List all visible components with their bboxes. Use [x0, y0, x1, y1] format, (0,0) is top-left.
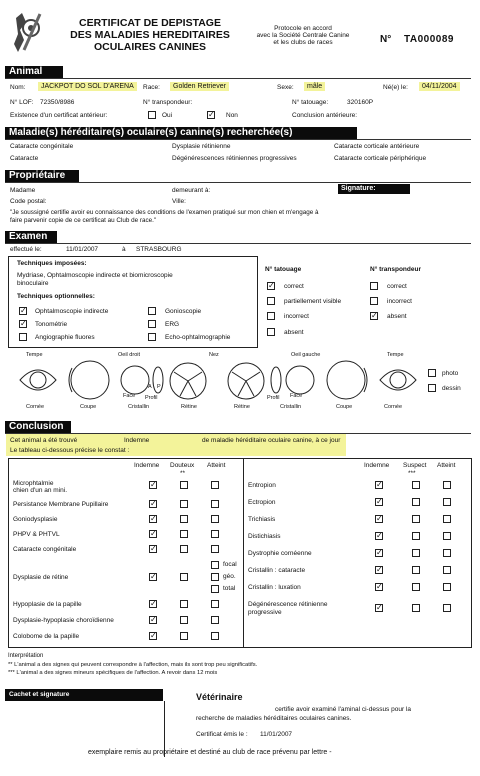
maladie-c2-r1: Dysplasie rétinienne	[172, 143, 231, 150]
l4-douteux[interactable]	[180, 545, 188, 553]
tatouage-opt-3: absent	[284, 329, 304, 336]
vet-emis-label: Certificat émis le :	[196, 731, 248, 738]
vet-text2: recherche de maladies héréditaires oculaires canines.	[196, 715, 352, 722]
maladie-c3-r2: Cataracte corticale périphérique	[334, 155, 427, 162]
maladie-c1-r2: Cataracte	[10, 155, 39, 162]
tatouage-label: N° tatouage:	[292, 99, 329, 106]
transpondeur-label: N° transpondeur:	[143, 99, 193, 106]
transp-correct-checkbox[interactable]	[370, 282, 378, 290]
declaration-line2: faire parvenir copie de ce certificat au Club de race."	[10, 217, 157, 224]
tatouage-correct-checkbox[interactable]: ✓	[268, 281, 275, 290]
non-checkbox[interactable]: ✓	[208, 110, 215, 119]
l5-douteux[interactable]	[180, 573, 188, 581]
interpretation-line2: *** L'animal a des signes mineurs spécifiques de l'affection. A revoir dans 12 mois	[8, 670, 218, 676]
tech-imposees-text1: Mydriase, Ophtalmoscopie indirecte et biomicroscopie	[17, 272, 173, 279]
opt-left-2: Angiographie fluores	[35, 334, 95, 341]
r1-indemne[interactable]: ✓	[376, 497, 383, 506]
declaration-line1: "Je soussigné certifie avoir eu connaissance des conditions de l'examen pratiqué sur mon chien et m'engage à	[10, 209, 319, 216]
l5-atteint-total[interactable]	[211, 585, 219, 593]
tatouage-incorrect-checkbox[interactable]	[267, 312, 275, 320]
race-label: Race:	[143, 84, 160, 91]
right-h-note: ***	[408, 470, 416, 477]
demeurant-label: demeurant à:	[172, 187, 211, 194]
lbl-cornee: Cornée	[26, 404, 45, 410]
lbl-nez: Nez	[209, 352, 219, 358]
r6-atteint[interactable]	[443, 583, 451, 591]
photo-label: photo	[442, 370, 459, 377]
l6-atteint[interactable]	[211, 600, 219, 608]
conclusion-line1c: de maladie héréditaire oculaire canine, à ce jour	[202, 437, 341, 444]
lbl-cristallin: Cristallin	[128, 404, 150, 410]
left-row-0-l2: chien d'un an mini.	[13, 487, 67, 494]
left-h-douteux: Douteux	[170, 462, 195, 469]
r0-suspect[interactable]	[412, 481, 420, 489]
right-row-0: Entropion	[248, 482, 276, 489]
dysplasie-focal: focal	[223, 561, 237, 568]
protocol-line3: et les clubs de races	[273, 39, 333, 46]
l7-atteint[interactable]	[211, 616, 219, 624]
lbl-coupe2: Coupe	[336, 404, 353, 410]
r1-suspect[interactable]	[412, 498, 420, 506]
r7-suspect[interactable]	[412, 604, 420, 612]
transp-opt-2: absent	[387, 313, 407, 320]
lbl-cornee2: Cornée	[384, 404, 403, 410]
opt-right-1: ERG	[165, 321, 180, 328]
logo	[10, 8, 44, 58]
lbl-face: Face	[123, 393, 136, 399]
tatouage-opt-2: incorrect	[284, 313, 309, 320]
l0-douteux[interactable]	[180, 481, 188, 489]
r7-atteint[interactable]	[443, 604, 451, 612]
nom-label: Nom:	[10, 84, 26, 91]
number-label: N°	[380, 34, 392, 45]
section-maladies: Maladie(s) héréditaire(s) oculaire(s) canine(s) recherchée(s)	[5, 127, 357, 139]
opt-right-2: Echo-ophtalmographie	[165, 334, 231, 341]
l5-atteint-geo[interactable]	[211, 573, 219, 581]
left-row-0-l1: Microphtalmie	[13, 480, 54, 487]
opt-left-1: Tonométrie	[35, 321, 68, 328]
r5-suspect[interactable]	[412, 566, 420, 574]
opt-erg-checkbox[interactable]	[148, 320, 156, 328]
tatouage-opt-1: partiellement visible	[284, 298, 342, 305]
right-row-1: Ectropion	[248, 499, 276, 506]
opt-echo-checkbox[interactable]	[148, 333, 156, 341]
left-h-indemne: Indemne	[134, 462, 160, 469]
existence-label: Existence d'un certificat antérieur:	[10, 112, 108, 119]
photo-checkbox[interactable]	[428, 369, 436, 377]
r6-indemne[interactable]: ✓	[376, 582, 383, 591]
oui-checkbox[interactable]	[148, 111, 156, 119]
r1-atteint[interactable]	[443, 498, 451, 506]
l0-indemne[interactable]: ✓	[150, 480, 157, 489]
transp-absent-checkbox[interactable]: ✓	[371, 311, 378, 320]
lbl-p: P	[157, 384, 161, 390]
a-city: STRASBOURG	[136, 246, 182, 253]
right-row-7-l2: progressive	[248, 609, 282, 616]
r2-indemne[interactable]: ✓	[376, 514, 383, 523]
madame-label: Madame	[10, 187, 36, 194]
l7-indemne[interactable]: ✓	[150, 615, 157, 624]
section-proprietaire: Propriétaire	[5, 170, 79, 182]
conclusion-line1a: Cet animal a été trouvé	[10, 437, 78, 444]
conclusion-anterieure-label: Conclusion antérieure:	[292, 112, 358, 119]
dysplasie-geo: géo.	[223, 573, 236, 580]
l8-indemne[interactable]: ✓	[150, 631, 157, 640]
lof-value: 72350/8986	[40, 99, 75, 106]
r5-atteint[interactable]	[443, 566, 451, 574]
l1-atteint[interactable]	[211, 500, 219, 508]
protocol-line2: avec la Société Centrale Canine	[256, 32, 350, 39]
right-row-4: Dystrophie cornéenne	[248, 550, 312, 557]
ne-value: 04/11/2004	[419, 82, 460, 91]
interpretation-line1: ** L'animal a des signes qui peuvent correspondre à l'affection, mais ils sont trop peu significatifs.	[8, 662, 258, 668]
l8-atteint[interactable]	[211, 632, 219, 640]
tatouage-partiel-checkbox[interactable]	[267, 297, 275, 305]
l6-indemne[interactable]: ✓	[150, 599, 157, 608]
r3-indemne[interactable]: ✓	[376, 531, 383, 540]
tatouage-head: N° tatouage	[265, 266, 302, 273]
conclusion-line1b: Indemne	[124, 437, 150, 444]
effectue-label: effectué le:	[10, 246, 42, 253]
l4-atteint[interactable]	[211, 545, 219, 553]
l5-atteint-focal[interactable]	[211, 561, 219, 569]
r0-indemne[interactable]: ✓	[376, 480, 383, 489]
vet-footer: exemplaire remis au propriétaire et destiné au club de race prévenu par lettre -	[88, 749, 332, 756]
tech-imposees-text2: binoculaire	[17, 280, 49, 287]
left-row-6: Hypoplasie de la papille	[13, 601, 82, 608]
a-label: à	[122, 246, 126, 253]
left-row-8: Colobome de la papille	[13, 633, 80, 640]
signature-label: Signature:	[338, 184, 410, 194]
r2-suspect[interactable]	[412, 515, 420, 523]
lbl-tempe: Tempe	[26, 352, 43, 358]
lbl-a: A	[148, 384, 152, 390]
r6-suspect[interactable]	[412, 583, 420, 591]
vet-title: Vétérinaire	[196, 692, 243, 702]
lbl-profil2: Profil	[267, 395, 280, 401]
l3-douteux[interactable]	[180, 530, 188, 538]
sexe-label: Sexe:	[277, 84, 294, 91]
lbl-cristallin2: Cristallin	[280, 404, 302, 410]
opt-ophtalmoscopie-checkbox[interactable]: ✓	[20, 306, 27, 315]
left-row-3: PHPV & PHTVL	[13, 531, 60, 538]
left-row-1: Persistance Membrane Pupillaire	[13, 501, 109, 508]
left-row-7: Dysplasie-hypoplasie choroïdienne	[13, 617, 114, 624]
transp-head: N° transpondeur	[370, 266, 421, 273]
transp-opt-1: incorrect	[387, 298, 412, 305]
non-label: Non	[226, 112, 238, 119]
transp-incorrect-checkbox[interactable]	[370, 297, 378, 305]
left-row-4: Cataracte congénitale	[13, 546, 77, 553]
section-conclusion: Conclusion	[5, 421, 71, 433]
opt-left-0: Ophtalmoscopie indirecte	[35, 308, 109, 315]
lbl-tempe2: Tempe	[387, 352, 404, 358]
dysplasie-total: total	[223, 585, 236, 592]
nom-value: JACKPOT DO SOL D'ARENA	[38, 82, 137, 91]
tech-imposees-label: Techniques imposées:	[17, 260, 87, 267]
title-line3: OCULAIRES CANINES	[93, 41, 206, 53]
lbl-oeil-gauche: Oeil gauche	[291, 352, 321, 358]
right-row-7-l1: Dégénérescence rétinienne	[248, 601, 328, 608]
conclusion-divider	[243, 458, 244, 648]
tatouage-absent-checkbox[interactable]	[267, 328, 275, 336]
l7-douteux[interactable]	[180, 616, 188, 624]
interpretation-title: Interprétation	[8, 653, 44, 659]
right-row-2: Trichiasis	[248, 516, 276, 523]
tech-optionnelles-label: Techniques optionnelles:	[17, 293, 95, 300]
r5-indemne[interactable]: ✓	[376, 565, 383, 574]
maladie-c3-r1: Cataracte corticale antérieure	[334, 143, 420, 150]
title-line1: CERTIFICAT DE DEPISTAGE	[79, 17, 221, 29]
r2-atteint[interactable]	[443, 515, 451, 523]
effectue-date: 11/01/2007	[66, 246, 99, 253]
right-h-atteint: Atteint	[437, 462, 456, 469]
r4-indemne[interactable]: ✓	[376, 548, 383, 557]
l8-douteux[interactable]	[180, 632, 188, 640]
transp-opt-0: correct	[387, 283, 407, 290]
l1-indemne[interactable]: ✓	[150, 499, 157, 508]
certificate-number: TA000089	[404, 34, 454, 45]
r3-suspect[interactable]	[412, 532, 420, 540]
oui-label: Oui	[162, 112, 173, 119]
opt-tonometrie-checkbox[interactable]: ✓	[20, 319, 27, 328]
left-row-2: Goniodysplasie	[13, 516, 58, 523]
vet-text1: certifie avoir examiné l'aminal ci-dessus pour la	[275, 706, 411, 713]
conclusion-line2: Le tableau ci-dessous précise le constat :	[10, 447, 130, 454]
protocol-line1: Protocole en accord	[274, 25, 332, 32]
right-h-indemne: Indemne	[364, 462, 390, 469]
l4-indemne[interactable]: ✓	[150, 544, 157, 553]
eye-diagrams	[8, 350, 420, 412]
l5-indemne[interactable]: ✓	[150, 572, 157, 581]
left-h-note: **	[180, 470, 186, 477]
r4-suspect[interactable]	[412, 549, 420, 557]
right-row-3: Distichiasis	[248, 533, 281, 540]
l3-indemne[interactable]: ✓	[150, 529, 157, 538]
cachet-bar: Cachet et signature	[5, 689, 163, 701]
maladie-c1-r1: Cataracte congénitale	[10, 143, 74, 150]
vet-emis-date: 11/01/2007	[260, 731, 293, 738]
opt-right-0: Gonioscopie	[165, 308, 202, 315]
title-line2: DES MALADIES HEREDITAIRES	[70, 29, 230, 41]
section-animal: Animal	[5, 66, 63, 78]
left-h-atteint: Atteint	[207, 462, 226, 469]
r3-atteint[interactable]	[443, 532, 451, 540]
section-examen: Examen	[5, 231, 57, 243]
maladie-c2-r2: Dégénérescences rétiniennes progressives	[172, 155, 297, 162]
l6-douteux[interactable]	[180, 600, 188, 608]
l0-atteint[interactable]	[211, 481, 219, 489]
lbl-oeil-droit: Oeil droit	[118, 352, 141, 358]
right-row-5: Cristallin : cataracte	[248, 567, 306, 574]
lbl-retine: Rétine	[181, 404, 197, 410]
sexe-value: mâle	[304, 82, 325, 91]
l2-indemne[interactable]: ✓	[150, 514, 157, 523]
lbl-retine2: Rétine	[234, 404, 250, 410]
lbl-coupe: Coupe	[80, 404, 97, 410]
dessin-checkbox[interactable]	[428, 384, 436, 392]
right-h-suspect: Suspect	[403, 462, 427, 469]
tatouage-opt-0: correct	[284, 283, 304, 290]
ne-label: Né(e) le:	[383, 84, 408, 91]
l2-atteint[interactable]	[211, 515, 219, 523]
race-value: Golden Retriever	[170, 82, 229, 91]
dessin-label: dessin	[442, 385, 461, 392]
opt-angiographie-checkbox[interactable]	[19, 333, 27, 341]
code-postal-label: Code postal:	[10, 198, 47, 205]
r7-indemne[interactable]: ✓	[376, 603, 383, 612]
right-row-6: Cristallin : luxation	[248, 584, 301, 591]
lof-label: N° LOF:	[10, 99, 34, 106]
lbl-face2: Face	[290, 393, 303, 399]
l3-atteint[interactable]	[211, 530, 219, 538]
r4-atteint[interactable]	[443, 549, 451, 557]
l1-douteux[interactable]	[180, 500, 188, 508]
r0-atteint[interactable]	[443, 481, 451, 489]
tatouage-value: 320160P	[347, 99, 374, 106]
l2-douteux[interactable]	[180, 515, 188, 523]
ville-label: Ville:	[172, 198, 186, 205]
opt-gonioscopie-checkbox[interactable]	[148, 307, 156, 315]
left-row-5: Dysplasie de rétine	[13, 574, 69, 581]
lbl-profil: Profil	[145, 395, 158, 401]
